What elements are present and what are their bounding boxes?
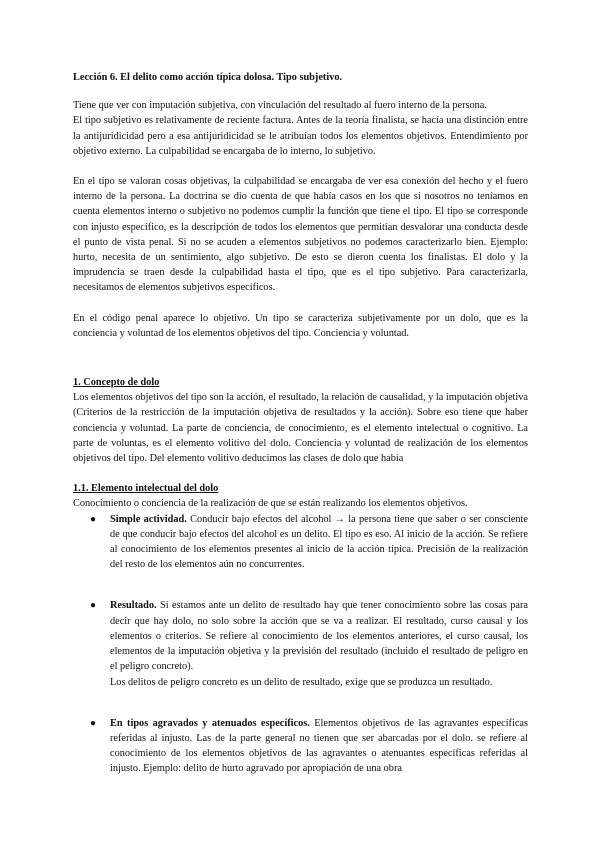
section-body-concepto-dolo: Los elementos objetivos del tipo son la acción, el resultado, la relación de causalidad, y la imputación objetiva (Criterios de la restricción de la imputación objetiva de resultados y la acción). Sobre eso tiene que haber conciencia y voluntad. La parte de conciencia, de conocimiento, es el elemento intelectual o cognitivo. La parte de voluntas, es el elemento volitivo del dolo. Conciencia y voluntad de realización de los elementos objetivos del tipo. Del elemento volitivo deducimos las clases de dolo que había: [73, 392, 528, 465]
list-item: [73, 598, 528, 689]
section-heading-concepto-dolo: 1. Concepto de dolo: [73, 377, 160, 389]
bullet-list: [73, 512, 528, 777]
bullet-lead: En tipos agravados y atenuados específicos.: [110, 717, 310, 729]
intro-paragraph-1: Tiene que ver con imputación subjetiva, con vinculación del resultado al fuero interno de la persona.: [73, 100, 487, 112]
bullet-text: Elementos objetivos de las agravantes específicas referidas al injusto. Las de la parte general no tienen que ser abarcadas por el dolo. se refiere al conocimiento de los elementos objetivos de las agravantes o atenuantes específicas referidas al injusto. Ejemplo: delito de hurto agravado por apropiación de una obra: [110, 717, 528, 775]
bullet-text: Si estamos ante un delito de resultado hay que tener conocimiento sobre las cosas para decir que hay dolo, no solo sobre la acción que se va a realizar. El resultado, curso causal y los elementos o criterios. Se refiere al conocimiento de los elementos anteriores, el curso causal, los elementos de la imputación objetiva y la previsión del resultado (incluido el resultado de peligro en el peligro concreto).: [110, 600, 528, 673]
list-item: [73, 512, 528, 573]
bullet-icon: ●: [90, 513, 97, 525]
bullet-text: Conducir bajo efectos del alcohol → la persona tiene que saber o ser consciente de que conducir bajo efectos del alcohol es un delito. El tipo es eso. Al inicio de la acción. Se refiere al conocimiento de los elementos presentes al inicio de la acción típica. Precisión de la realización del resto de los elementos aún no concurrentes.: [110, 513, 528, 571]
bullet-extra-text: Los delitos de peligro concreto es un delito de resultado, exige que se produzca un resultado.: [110, 676, 493, 688]
lesson-title: Lección 6. El delito como acción típica dolosa. Tipo subjetivo.: [73, 72, 343, 83]
section-heading-elemento-intelectual: 1.1. Elemento intelectual del dolo: [73, 483, 219, 495]
bullet-lead: Simple actividad.: [110, 513, 187, 525]
bullet-icon: ●: [90, 600, 97, 612]
section-body-elemento-intelectual: Conocimiento o conciencia de la realización de que se están realizando los elementos objetivos.: [73, 498, 468, 510]
bullet-icon: ●: [90, 717, 97, 729]
paragraph-codigo-penal: En el código penal aparece lo objetivo. Un tipo se caracteriza subjetivamente por un dolo, que es la conciencia y voluntad de los elementos objetivos del tipo. Conciencia y voluntad.: [73, 312, 528, 339]
bullet-lead: Resultado.: [110, 600, 157, 612]
paragraph-tipo-subjetivo: En el tipo se valoran cosas objetivas, la culpabilidad se encargaba de ver esa conexión del hecho y el fuero interno de la persona. La doctrina se dio cuenta de que había casos en los que si nosotros no teníamos en cuenta elementos interno o subjetivo no podemos cumplir la función que tiene el tipo. El tipo se corresponde con injusto específico, es la descripción de todos los elementos que permitían desvalorar una conducta desde el punto de vista penal. Si no se acuden a elementos subjetivos no podemos caracterizarlo bien. Ejemplo: hurto, necesita de un sentimiento, algo subjetivo. De esto se dieron cuenta los finalistas. El dolo y la imprudencia se traen desde la culpabilidad hasta el tipo, que es el tipo subjetivo. Para caracterizarla, necesitamos de elementos subjetivos específicos.: [73, 176, 528, 294]
intro-paragraph-2: El tipo subjetivo es relativamente de reciente factura. Antes de la teoría finalista, se hacía una distinción entre la antijuridicidad pero a esa antijuridicidad se le atribuían todos los elementos objetivos. Entendimiento por objetivo externo. La culpabilidad se encargaba de lo interno, lo subjetivo.: [73, 115, 528, 157]
list-item: [73, 716, 528, 777]
